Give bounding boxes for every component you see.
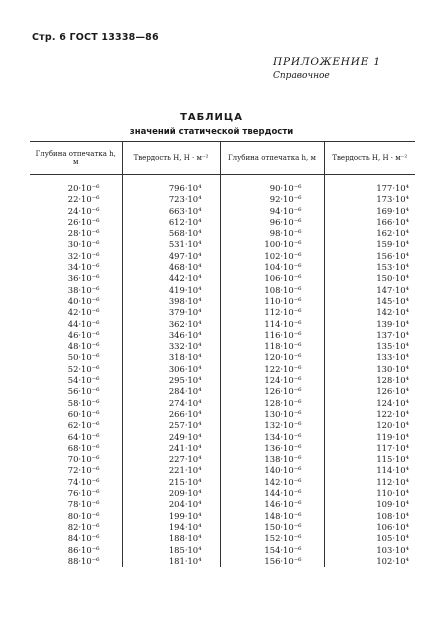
depth-cell: 40·10⁻⁶ bbox=[67, 295, 100, 306]
depth-cell: 90·10⁻⁶ bbox=[220, 183, 324, 194]
hardness-cell: 124·10⁴ bbox=[324, 398, 415, 409]
table-row bbox=[30, 488, 415, 499]
hardness-cell: 110·10⁴ bbox=[324, 488, 415, 499]
table-row bbox=[30, 307, 415, 318]
depth-cell: 34·10⁻⁶ bbox=[67, 262, 100, 273]
depth-cell: 108·10⁻⁶ bbox=[220, 285, 324, 296]
page-header: Стр. 6 ГОСТ 13338—86 bbox=[32, 32, 159, 43]
depth-cell: 68·10⁻⁶ bbox=[67, 442, 100, 453]
hardness-cell: 142·10⁴ bbox=[324, 307, 415, 318]
hardness-cell: 442·10⁴ bbox=[122, 273, 220, 284]
table-title: ТАБЛИЦА bbox=[180, 112, 243, 123]
hardness-cell: 112·10⁴ bbox=[324, 477, 415, 488]
hardness-cell: 612·10⁴ bbox=[122, 217, 220, 228]
hardness-cell: 209·10⁴ bbox=[122, 488, 220, 499]
table-row bbox=[30, 330, 415, 341]
depth-cell: 146·10⁻⁶ bbox=[220, 499, 324, 510]
table-row bbox=[30, 217, 415, 228]
column-header: Твердость H, Н · м⁻² bbox=[324, 142, 415, 175]
column-header: Глубина отпечатка h, м bbox=[30, 142, 122, 175]
depth-cell: 100·10⁻⁶ bbox=[220, 239, 324, 250]
depth-cell: 118·10⁻⁶ bbox=[220, 341, 324, 352]
depth-cell: 70·10⁻⁶ bbox=[67, 454, 100, 465]
table-row bbox=[30, 477, 415, 488]
hardness-cell: 221·10⁴ bbox=[122, 465, 220, 476]
hardness-cell: 115·10⁴ bbox=[324, 454, 415, 465]
depth-cell: 42·10⁻⁶ bbox=[67, 307, 100, 318]
depth-cell: 94·10⁻⁶ bbox=[220, 206, 324, 217]
hardness-cell: 139·10⁴ bbox=[324, 319, 415, 330]
depth-cell: 30·10⁻⁶ bbox=[67, 239, 100, 250]
hardness-cell: 117·10⁴ bbox=[324, 443, 415, 454]
depth-cell: 64·10⁻⁶ bbox=[67, 431, 100, 442]
hardness-cell: 169·10⁴ bbox=[324, 206, 415, 217]
hardness-cell: 227·10⁴ bbox=[122, 454, 220, 465]
table-body bbox=[30, 175, 415, 568]
hardness-cell: 274·10⁴ bbox=[122, 398, 220, 409]
hardness-cell: 468·10⁴ bbox=[122, 262, 220, 273]
depth-cell: 116·10⁻⁶ bbox=[220, 330, 324, 341]
hardness-cell: 162·10⁴ bbox=[324, 228, 415, 239]
table-header-row bbox=[30, 142, 415, 175]
hardness-cell: 126·10⁴ bbox=[324, 386, 415, 397]
hardness-table bbox=[30, 141, 415, 567]
table-row bbox=[30, 511, 415, 522]
hardness-cell: 346·10⁴ bbox=[122, 330, 220, 341]
hardness-cell: 249·10⁴ bbox=[122, 432, 220, 443]
table-row bbox=[30, 465, 415, 476]
table-row bbox=[30, 386, 415, 397]
appendix-label: ПРИЛОЖЕНИЕ 1 bbox=[273, 56, 381, 68]
hardness-cell: 137·10⁴ bbox=[324, 330, 415, 341]
depth-cell: 96·10⁻⁶ bbox=[220, 217, 324, 228]
hardness-cell: 295·10⁴ bbox=[122, 375, 220, 386]
depth-cell: 58·10⁻⁶ bbox=[67, 397, 100, 408]
depth-cell: 122·10⁻⁶ bbox=[220, 364, 324, 375]
hardness-cell: 177·10⁴ bbox=[324, 183, 415, 194]
table-row bbox=[30, 194, 415, 205]
table-row bbox=[30, 420, 415, 431]
hardness-cell: 105·10⁴ bbox=[324, 533, 415, 544]
hardness-cell: 135·10⁴ bbox=[324, 341, 415, 352]
depth-cell: 104·10⁻⁶ bbox=[220, 262, 324, 273]
hardness-cell: 147·10⁴ bbox=[324, 285, 415, 296]
hardness-cell: 106·10⁴ bbox=[324, 522, 415, 533]
depth-cell: 114·10⁻⁶ bbox=[220, 319, 324, 330]
hardness-cell: 796·10⁴ bbox=[122, 183, 220, 194]
depth-cell: 112·10⁻⁶ bbox=[220, 307, 324, 318]
table-row bbox=[30, 285, 415, 296]
depth-cell: 150·10⁻⁶ bbox=[220, 522, 324, 533]
depth-cell: 130·10⁻⁶ bbox=[220, 409, 324, 420]
depth-cell: 56·10⁻⁶ bbox=[67, 386, 100, 397]
hardness-cell: 188·10⁴ bbox=[122, 533, 220, 544]
hardness-cell: 145·10⁴ bbox=[324, 296, 415, 307]
column-header: Глубина отпечатка h, м bbox=[220, 142, 324, 175]
depth-cell: 142·10⁻⁶ bbox=[220, 477, 324, 488]
hardness-cell: 419·10⁴ bbox=[122, 285, 220, 296]
hardness-cell: 194·10⁴ bbox=[122, 522, 220, 533]
depth-cell: 24·10⁻⁶ bbox=[67, 205, 100, 216]
table-row bbox=[30, 251, 415, 262]
depth-cell: 48·10⁻⁶ bbox=[67, 341, 100, 352]
hardness-cell: 215·10⁴ bbox=[122, 477, 220, 488]
hardness-cell: 568·10⁴ bbox=[122, 228, 220, 239]
depth-cell: 38·10⁻⁶ bbox=[67, 284, 100, 295]
depth-cell: 144·10⁻⁶ bbox=[220, 488, 324, 499]
depth-cell: 54·10⁻⁶ bbox=[67, 375, 100, 386]
depth-cell: 74·10⁻⁶ bbox=[67, 476, 100, 487]
hardness-cell: 257·10⁴ bbox=[122, 420, 220, 431]
column-header: Твердость H, Н · м⁻² bbox=[122, 142, 220, 175]
table-row bbox=[30, 319, 415, 330]
table-row bbox=[30, 522, 415, 533]
hardness-cell: 156·10⁴ bbox=[324, 251, 415, 262]
depth-cell: 110·10⁻⁶ bbox=[220, 296, 324, 307]
depth-cell: 138·10⁻⁶ bbox=[220, 454, 324, 465]
hardness-cell: 153·10⁴ bbox=[324, 262, 415, 273]
depth-cell: 32·10⁻⁶ bbox=[67, 250, 100, 261]
hardness-cell: 102·10⁴ bbox=[324, 556, 415, 567]
hardness-cell: 114·10⁴ bbox=[324, 465, 415, 476]
depth-cell: 36·10⁻⁶ bbox=[67, 273, 100, 284]
hardness-cell: 266·10⁴ bbox=[122, 409, 220, 420]
depth-cell: 86·10⁻⁶ bbox=[67, 544, 100, 555]
depth-cell: 88·10⁻⁶ bbox=[67, 555, 100, 566]
depth-cell: 156·10⁻⁶ bbox=[220, 556, 324, 567]
depth-cell: 128·10⁻⁶ bbox=[220, 398, 324, 409]
depth-cell: 82·10⁻⁶ bbox=[67, 521, 100, 532]
depth-cell: 72·10⁻⁶ bbox=[67, 465, 100, 476]
depth-cell: 52·10⁻⁶ bbox=[67, 363, 100, 374]
table-row bbox=[30, 499, 415, 510]
depth-cell: 136·10⁻⁶ bbox=[220, 443, 324, 454]
depth-cell: 148·10⁻⁶ bbox=[220, 511, 324, 522]
hardness-cell: 166·10⁴ bbox=[324, 217, 415, 228]
depth-cell: 92·10⁻⁶ bbox=[220, 194, 324, 205]
hardness-cell: 109·10⁴ bbox=[324, 499, 415, 510]
depth-cell: 22·10⁻⁶ bbox=[67, 194, 100, 205]
hardness-cell: 379·10⁴ bbox=[122, 307, 220, 318]
hardness-cell: 181·10⁴ bbox=[122, 556, 220, 567]
depth-cell: 124·10⁻⁶ bbox=[220, 375, 324, 386]
table-row bbox=[30, 183, 415, 194]
table-row bbox=[30, 273, 415, 284]
table-row bbox=[30, 228, 415, 239]
table-row bbox=[30, 364, 415, 375]
depth-cell: 84·10⁻⁶ bbox=[67, 533, 100, 544]
hardness-cell: 122·10⁴ bbox=[324, 409, 415, 420]
depth-cell: 106·10⁻⁶ bbox=[220, 273, 324, 284]
table-row bbox=[30, 262, 415, 273]
table-row bbox=[30, 398, 415, 409]
table-row bbox=[30, 341, 415, 352]
table-row bbox=[30, 296, 415, 307]
depth-cell: 134·10⁻⁶ bbox=[220, 432, 324, 443]
table-row bbox=[30, 409, 415, 420]
hardness-cell: 531·10⁴ bbox=[122, 239, 220, 250]
appendix-block bbox=[273, 55, 393, 83]
depth-cell: 60·10⁻⁶ bbox=[67, 408, 100, 419]
hardness-cell: 103·10⁴ bbox=[324, 545, 415, 556]
hardness-cell: 723·10⁴ bbox=[122, 194, 220, 205]
table-row bbox=[30, 432, 415, 443]
depth-cell: 154·10⁻⁶ bbox=[220, 545, 324, 556]
table-row bbox=[30, 375, 415, 386]
depth-cell: 102·10⁻⁶ bbox=[220, 251, 324, 262]
hardness-cell: 130·10⁴ bbox=[324, 364, 415, 375]
depth-cell: 126·10⁻⁶ bbox=[220, 386, 324, 397]
depth-cell: 140·10⁻⁶ bbox=[220, 465, 324, 476]
hardness-cell: 150·10⁴ bbox=[324, 273, 415, 284]
table-row bbox=[30, 545, 415, 556]
hardness-cell: 332·10⁴ bbox=[122, 341, 220, 352]
appendix-reference: Справочное bbox=[273, 71, 330, 81]
hardness-cell: 306·10⁴ bbox=[122, 364, 220, 375]
hardness-cell: 120·10⁴ bbox=[324, 420, 415, 431]
depth-cell: 44·10⁻⁶ bbox=[67, 318, 100, 329]
hardness-cell: 159·10⁴ bbox=[324, 239, 415, 250]
depth-cell: 98·10⁻⁶ bbox=[220, 228, 324, 239]
table-header bbox=[30, 142, 415, 175]
depth-cell: 76·10⁻⁶ bbox=[67, 488, 100, 499]
hardness-cell: 128·10⁴ bbox=[324, 375, 415, 386]
depth-cell: 28·10⁻⁶ bbox=[67, 228, 100, 239]
depth-cell: 152·10⁻⁶ bbox=[220, 533, 324, 544]
table-row bbox=[30, 556, 415, 567]
hardness-cell: 199·10⁴ bbox=[122, 511, 220, 522]
hardness-cell: 173·10⁴ bbox=[324, 194, 415, 205]
table-spacer-row bbox=[30, 175, 415, 184]
table-row bbox=[30, 443, 415, 454]
table-row bbox=[30, 206, 415, 217]
depth-cell: 132·10⁻⁶ bbox=[220, 420, 324, 431]
depth-cell: 46·10⁻⁶ bbox=[67, 329, 100, 340]
depth-cell: 26·10⁻⁶ bbox=[67, 216, 100, 227]
depth-cell: 50·10⁻⁶ bbox=[67, 352, 100, 363]
depth-cell: 62·10⁻⁶ bbox=[67, 420, 100, 431]
hardness-cell: 185·10⁴ bbox=[122, 545, 220, 556]
hardness-cell: 497·10⁴ bbox=[122, 251, 220, 262]
depth-cell: 78·10⁻⁶ bbox=[67, 499, 100, 510]
hardness-cell: 318·10⁴ bbox=[122, 352, 220, 363]
hardness-cell: 284·10⁴ bbox=[122, 386, 220, 397]
hardness-cell: 398·10⁴ bbox=[122, 296, 220, 307]
hardness-cell: 663·10⁴ bbox=[122, 206, 220, 217]
hardness-cell: 108·10⁴ bbox=[324, 511, 415, 522]
table-row bbox=[30, 239, 415, 250]
table-row bbox=[30, 454, 415, 465]
depth-cell: 20·10⁻⁶ bbox=[67, 183, 100, 193]
hardness-cell: 241·10⁴ bbox=[122, 443, 220, 454]
depth-cell: 120·10⁻⁶ bbox=[220, 352, 324, 363]
table-row bbox=[30, 533, 415, 544]
table-row bbox=[30, 352, 415, 363]
depth-cell: 80·10⁻⁶ bbox=[67, 510, 100, 521]
hardness-cell: 119·10⁴ bbox=[324, 432, 415, 443]
table-subtitle: значений статической твердости bbox=[129, 127, 294, 137]
hardness-cell: 362·10⁴ bbox=[122, 319, 220, 330]
hardness-cell: 133·10⁴ bbox=[324, 352, 415, 363]
hardness-cell: 204·10⁴ bbox=[122, 499, 220, 510]
